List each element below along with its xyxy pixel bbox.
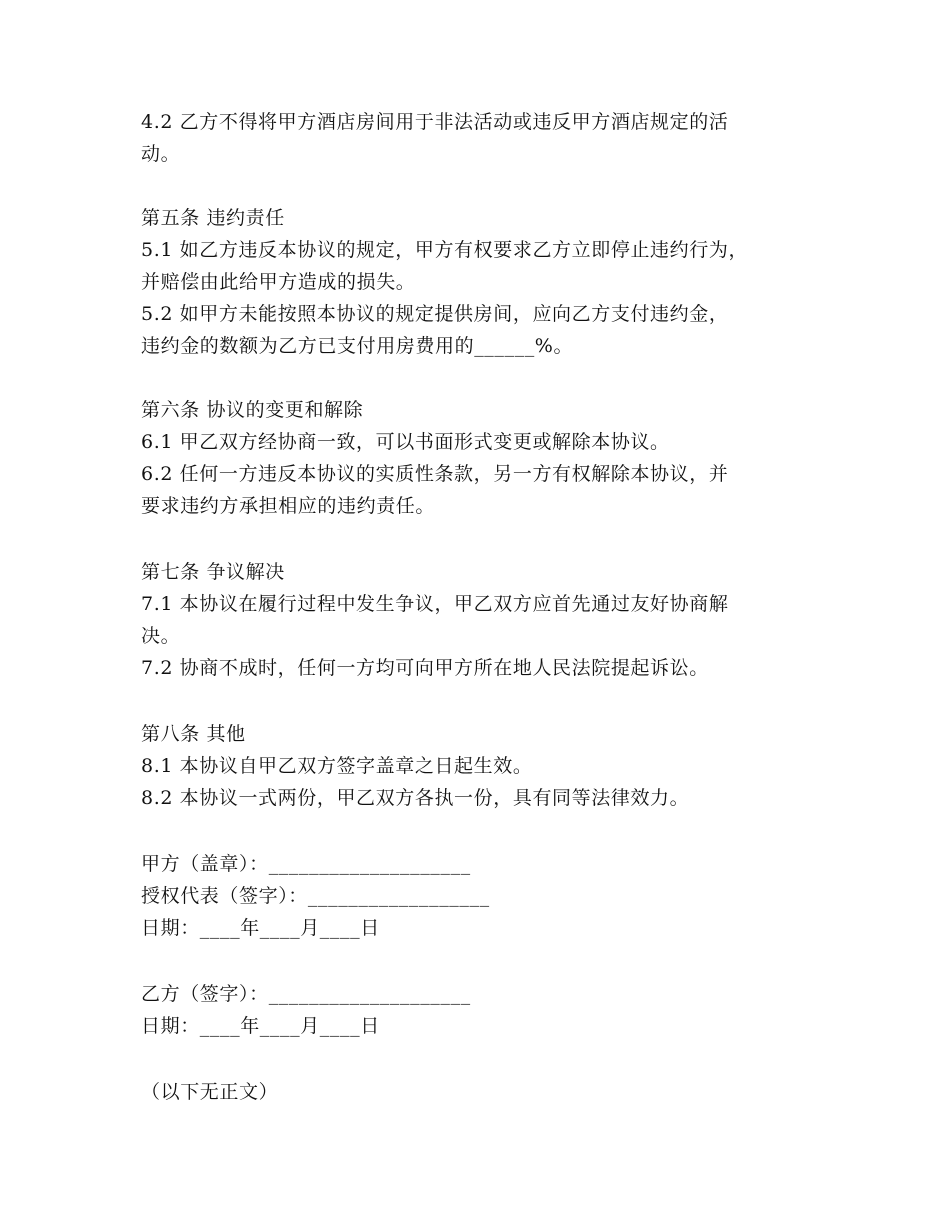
end-of-text-note: （以下无正文） [141, 1081, 279, 1103]
clause-6-2-line-1: 6.2 任何一方违反本协议的实质性条款，另一方有权解除本协议，并 [141, 463, 729, 485]
clause-8-1: 8.1 本协议自甲乙双方签字盖章之日起生效。 [141, 755, 533, 777]
party-b-signature-line: 乙方（签字）：____________________ [141, 983, 471, 1005]
clause-8-2: 8.2 本协议一式两份，甲乙双方各执一份，具有同等法律效力。 [141, 787, 690, 809]
clause-4-2-line-1: 4.2 乙方不得将甲方酒店房间用于非法活动或违反甲方酒店规定的活 [141, 111, 729, 133]
clause-7-1-line-2: 决。 [141, 625, 181, 647]
article-5-heading: 第五条 违约责任 [141, 207, 285, 229]
clause-7-2: 7.2 协商不成时，任何一方均可向甲方所在地人民法院提起诉讼。 [141, 657, 709, 679]
clause-6-2-line-2: 要求违约方承担相应的违约责任。 [141, 495, 436, 517]
article-6-heading: 第六条 协议的变更和解除 [141, 399, 364, 421]
clause-5-2-line-2: 违约金的数额为乙方已支付用房费用的______%。 [141, 335, 574, 357]
party-a-seal-line: 甲方（盖章）：____________________ [141, 853, 471, 875]
clause-7-1-line-1: 7.1 本协议在履行过程中发生争议，甲乙双方应首先通过友好协商解 [141, 593, 729, 615]
clause-5-1-line-2: 并赔偿由此给甲方造成的损失。 [141, 271, 416, 293]
party-b-date-line: 日期：____年____月____日 [141, 1015, 380, 1037]
article-7-heading: 第七条 争议解决 [141, 561, 285, 583]
authorized-rep-signature-line: 授权代表（签字）：__________________ [141, 885, 490, 907]
article-8-heading: 第八条 其他 [141, 723, 246, 745]
clause-5-1-line-1: 5.1 如乙方违反本协议的规定，甲方有权要求乙方立即停止违约行为， [141, 239, 749, 261]
clause-6-1: 6.1 甲乙双方经协商一致，可以书面形式变更或解除本协议。 [141, 431, 670, 453]
clause-5-2-line-1: 5.2 如甲方未能按照本协议的规定提供房间，应向乙方支付违约金， [141, 303, 729, 325]
clause-4-2-line-2: 动。 [141, 143, 181, 165]
party-a-date-line: 日期：____年____月____日 [141, 917, 380, 939]
